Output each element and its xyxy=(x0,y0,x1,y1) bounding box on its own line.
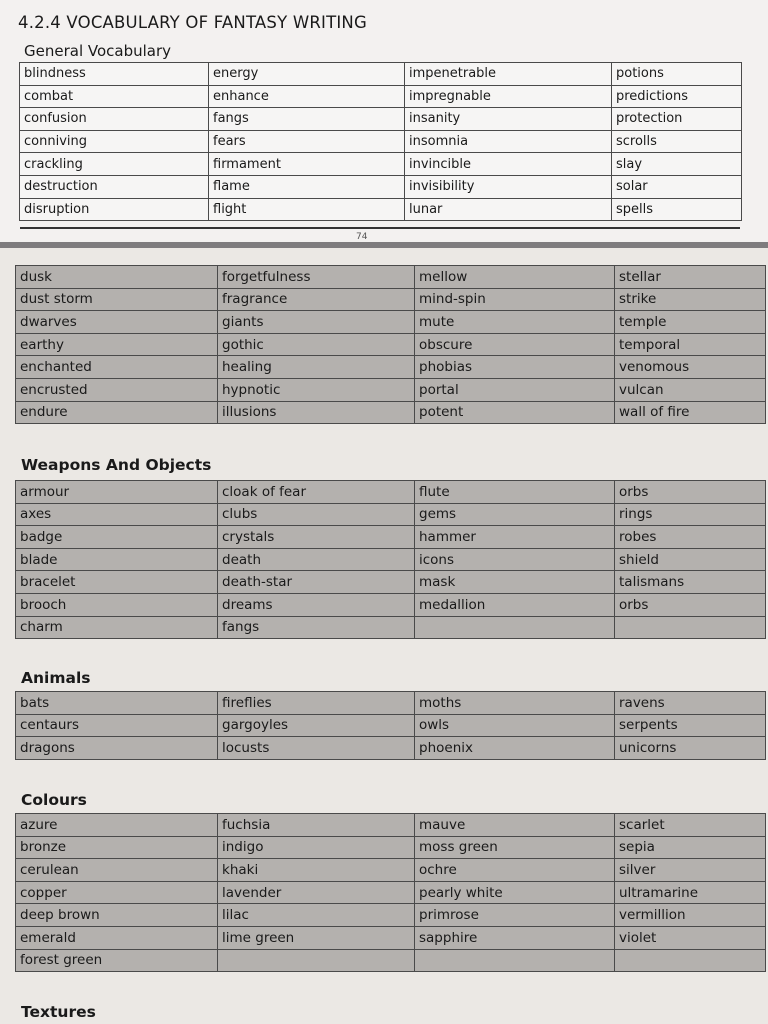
table-cell: centaurs xyxy=(16,714,218,737)
table-cell: bronze xyxy=(16,836,218,859)
table-cell: orbs xyxy=(615,481,766,504)
table-cell: flight xyxy=(209,198,405,221)
table-cell: axes xyxy=(16,503,218,526)
table-cell: owls xyxy=(415,714,615,737)
table-cell: silver xyxy=(615,859,766,882)
table-row xyxy=(16,311,766,334)
general-vocabulary-table-part2 xyxy=(15,265,766,424)
table-cell: crackling xyxy=(20,153,209,176)
table-cell: sepia xyxy=(615,836,766,859)
table-cell: armour xyxy=(16,481,218,504)
table-cell: orbs xyxy=(615,593,766,616)
table-cell: dust storm xyxy=(16,288,218,311)
page-number: 74 xyxy=(356,232,368,242)
table-row xyxy=(20,175,742,198)
table-cell: portal xyxy=(415,378,615,401)
table-cell: mind-spin xyxy=(415,288,615,311)
table-cell xyxy=(615,616,766,639)
table-row xyxy=(20,198,742,221)
table-cell: spells xyxy=(612,198,742,221)
table-cell: vermillion xyxy=(615,904,766,927)
table-cell: invisibility xyxy=(405,175,612,198)
table-cell: crystals xyxy=(218,526,415,549)
page-title: 4.2.4 VOCABULARY OF FANTASY WRITING xyxy=(18,13,367,32)
table-cell: gargoyles xyxy=(218,714,415,737)
table-cell: sapphire xyxy=(415,926,615,949)
section-heading-animals: Animals xyxy=(21,669,91,687)
animals-table xyxy=(15,691,766,760)
table-cell: ochre xyxy=(415,859,615,882)
table-cell: conniving xyxy=(20,130,209,153)
table-row xyxy=(16,859,766,882)
table-cell: lilac xyxy=(218,904,415,927)
table-cell: lime green xyxy=(218,926,415,949)
table-row xyxy=(16,571,766,594)
divider xyxy=(20,227,740,229)
table-cell: hypnotic xyxy=(218,378,415,401)
table-cell: confusion xyxy=(20,108,209,131)
table-cell: dragons xyxy=(16,737,218,760)
table-cell: slay xyxy=(612,153,742,176)
table-cell: obscure xyxy=(415,333,615,356)
table-cell: invincible xyxy=(405,153,612,176)
table-cell: temporal xyxy=(615,333,766,356)
table-cell: encrusted xyxy=(16,378,218,401)
section-heading-colours: Colours xyxy=(21,791,87,809)
table-cell: shield xyxy=(615,548,766,571)
table-cell: emerald xyxy=(16,926,218,949)
table-cell: primrose xyxy=(415,904,615,927)
table-cell: firmament xyxy=(209,153,405,176)
table-cell: impregnable xyxy=(405,85,612,108)
table-cell: scrolls xyxy=(612,130,742,153)
table-cell: forgetfulness xyxy=(218,266,415,289)
table-row xyxy=(16,593,766,616)
table-cell: enhance xyxy=(209,85,405,108)
table-cell: locusts xyxy=(218,737,415,760)
table-row xyxy=(16,333,766,356)
table-cell: mute xyxy=(415,311,615,334)
table-cell: insomnia xyxy=(405,130,612,153)
table-cell: enchanted xyxy=(16,356,218,379)
page-top xyxy=(0,0,768,244)
general-vocabulary-table-part1 xyxy=(19,62,742,221)
table-cell: azure xyxy=(16,814,218,837)
table-cell: deep brown xyxy=(16,904,218,927)
table-cell: badge xyxy=(16,526,218,549)
table-cell: icons xyxy=(415,548,615,571)
table-cell: serpents xyxy=(615,714,766,737)
section-heading-weapons: Weapons And Objects xyxy=(21,456,212,474)
table-cell: death-star xyxy=(218,571,415,594)
table-cell: brooch xyxy=(16,593,218,616)
table-cell xyxy=(218,949,415,972)
table-row xyxy=(16,814,766,837)
table-row xyxy=(16,836,766,859)
table-cell: lunar xyxy=(405,198,612,221)
table-cell: scarlet xyxy=(615,814,766,837)
table-cell: phobias xyxy=(415,356,615,379)
table-cell: copper xyxy=(16,881,218,904)
page-bottom xyxy=(0,248,768,1024)
table-cell: venomous xyxy=(615,356,766,379)
table-cell: mellow xyxy=(415,266,615,289)
table-cell xyxy=(415,949,615,972)
table-cell: fangs xyxy=(209,108,405,131)
table-cell: protection xyxy=(612,108,742,131)
table-cell: charm xyxy=(16,616,218,639)
table-cell: fireflies xyxy=(218,692,415,715)
table-cell: mask xyxy=(415,571,615,594)
table-cell: insanity xyxy=(405,108,612,131)
table-cell: unicorns xyxy=(615,737,766,760)
table-row xyxy=(16,949,766,972)
table-row xyxy=(16,616,766,639)
table-cell: dreams xyxy=(218,593,415,616)
table-cell: gothic xyxy=(218,333,415,356)
table-row xyxy=(16,378,766,401)
table-cell: moths xyxy=(415,692,615,715)
table-cell: talismans xyxy=(615,571,766,594)
table-cell: energy xyxy=(209,63,405,86)
table-row xyxy=(16,481,766,504)
colours-table xyxy=(15,813,766,972)
table-cell: forest green xyxy=(16,949,218,972)
table-row xyxy=(20,85,742,108)
table-cell: pearly white xyxy=(415,881,615,904)
table-cell: moss green xyxy=(415,836,615,859)
table-row xyxy=(16,881,766,904)
table-cell: fuchsia xyxy=(218,814,415,837)
table-cell: solar xyxy=(612,175,742,198)
table-cell: dusk xyxy=(16,266,218,289)
table-row xyxy=(16,714,766,737)
table-cell: disruption xyxy=(20,198,209,221)
table-cell: bats xyxy=(16,692,218,715)
table-cell: medallion xyxy=(415,593,615,616)
table-cell: giants xyxy=(218,311,415,334)
table-row xyxy=(20,63,742,86)
table-row xyxy=(16,737,766,760)
table-cell: strike xyxy=(615,288,766,311)
table-cell: flute xyxy=(415,481,615,504)
table-cell: phoenix xyxy=(415,737,615,760)
table-cell: flame xyxy=(209,175,405,198)
table-cell: vulcan xyxy=(615,378,766,401)
table-cell xyxy=(415,616,615,639)
table-cell: dwarves xyxy=(16,311,218,334)
table-cell: predictions xyxy=(612,85,742,108)
table-cell: endure xyxy=(16,401,218,424)
table-cell: violet xyxy=(615,926,766,949)
weapons-table xyxy=(15,480,766,639)
table-cell: healing xyxy=(218,356,415,379)
table-row xyxy=(16,548,766,571)
table-cell: cerulean xyxy=(16,859,218,882)
table-cell: blade xyxy=(16,548,218,571)
table-cell: lavender xyxy=(218,881,415,904)
table-row xyxy=(16,904,766,927)
table-cell: fragrance xyxy=(218,288,415,311)
table-cell: khaki xyxy=(218,859,415,882)
table-cell: mauve xyxy=(415,814,615,837)
table-row xyxy=(16,356,766,379)
table-cell: potent xyxy=(415,401,615,424)
table-cell: blindness xyxy=(20,63,209,86)
table-row xyxy=(16,526,766,549)
table-cell: bracelet xyxy=(16,571,218,594)
table-row xyxy=(20,153,742,176)
table-cell: stellar xyxy=(615,266,766,289)
table-cell: hammer xyxy=(415,526,615,549)
table-cell: illusions xyxy=(218,401,415,424)
table-cell: clubs xyxy=(218,503,415,526)
table-cell: earthy xyxy=(16,333,218,356)
table-row xyxy=(20,108,742,131)
table-cell: ultramarine xyxy=(615,881,766,904)
section-heading-general: General Vocabulary xyxy=(24,42,172,60)
table-cell: temple xyxy=(615,311,766,334)
table-cell: potions xyxy=(612,63,742,86)
table-row xyxy=(16,401,766,424)
table-row xyxy=(16,288,766,311)
table-cell: cloak of fear xyxy=(218,481,415,504)
table-row xyxy=(16,692,766,715)
table-row xyxy=(16,926,766,949)
table-cell: fears xyxy=(209,130,405,153)
table-cell: ravens xyxy=(615,692,766,715)
table-cell: destruction xyxy=(20,175,209,198)
table-cell: gems xyxy=(415,503,615,526)
table-cell: rings xyxy=(615,503,766,526)
table-cell: fangs xyxy=(218,616,415,639)
table-cell: combat xyxy=(20,85,209,108)
table-cell: robes xyxy=(615,526,766,549)
table-cell xyxy=(615,949,766,972)
table-cell: death xyxy=(218,548,415,571)
table-cell: indigo xyxy=(218,836,415,859)
table-row xyxy=(16,266,766,289)
table-row xyxy=(20,130,742,153)
table-cell: impenetrable xyxy=(405,63,612,86)
table-cell: wall of fire xyxy=(615,401,766,424)
section-heading-textures: Textures xyxy=(21,1003,96,1021)
table-row xyxy=(16,503,766,526)
